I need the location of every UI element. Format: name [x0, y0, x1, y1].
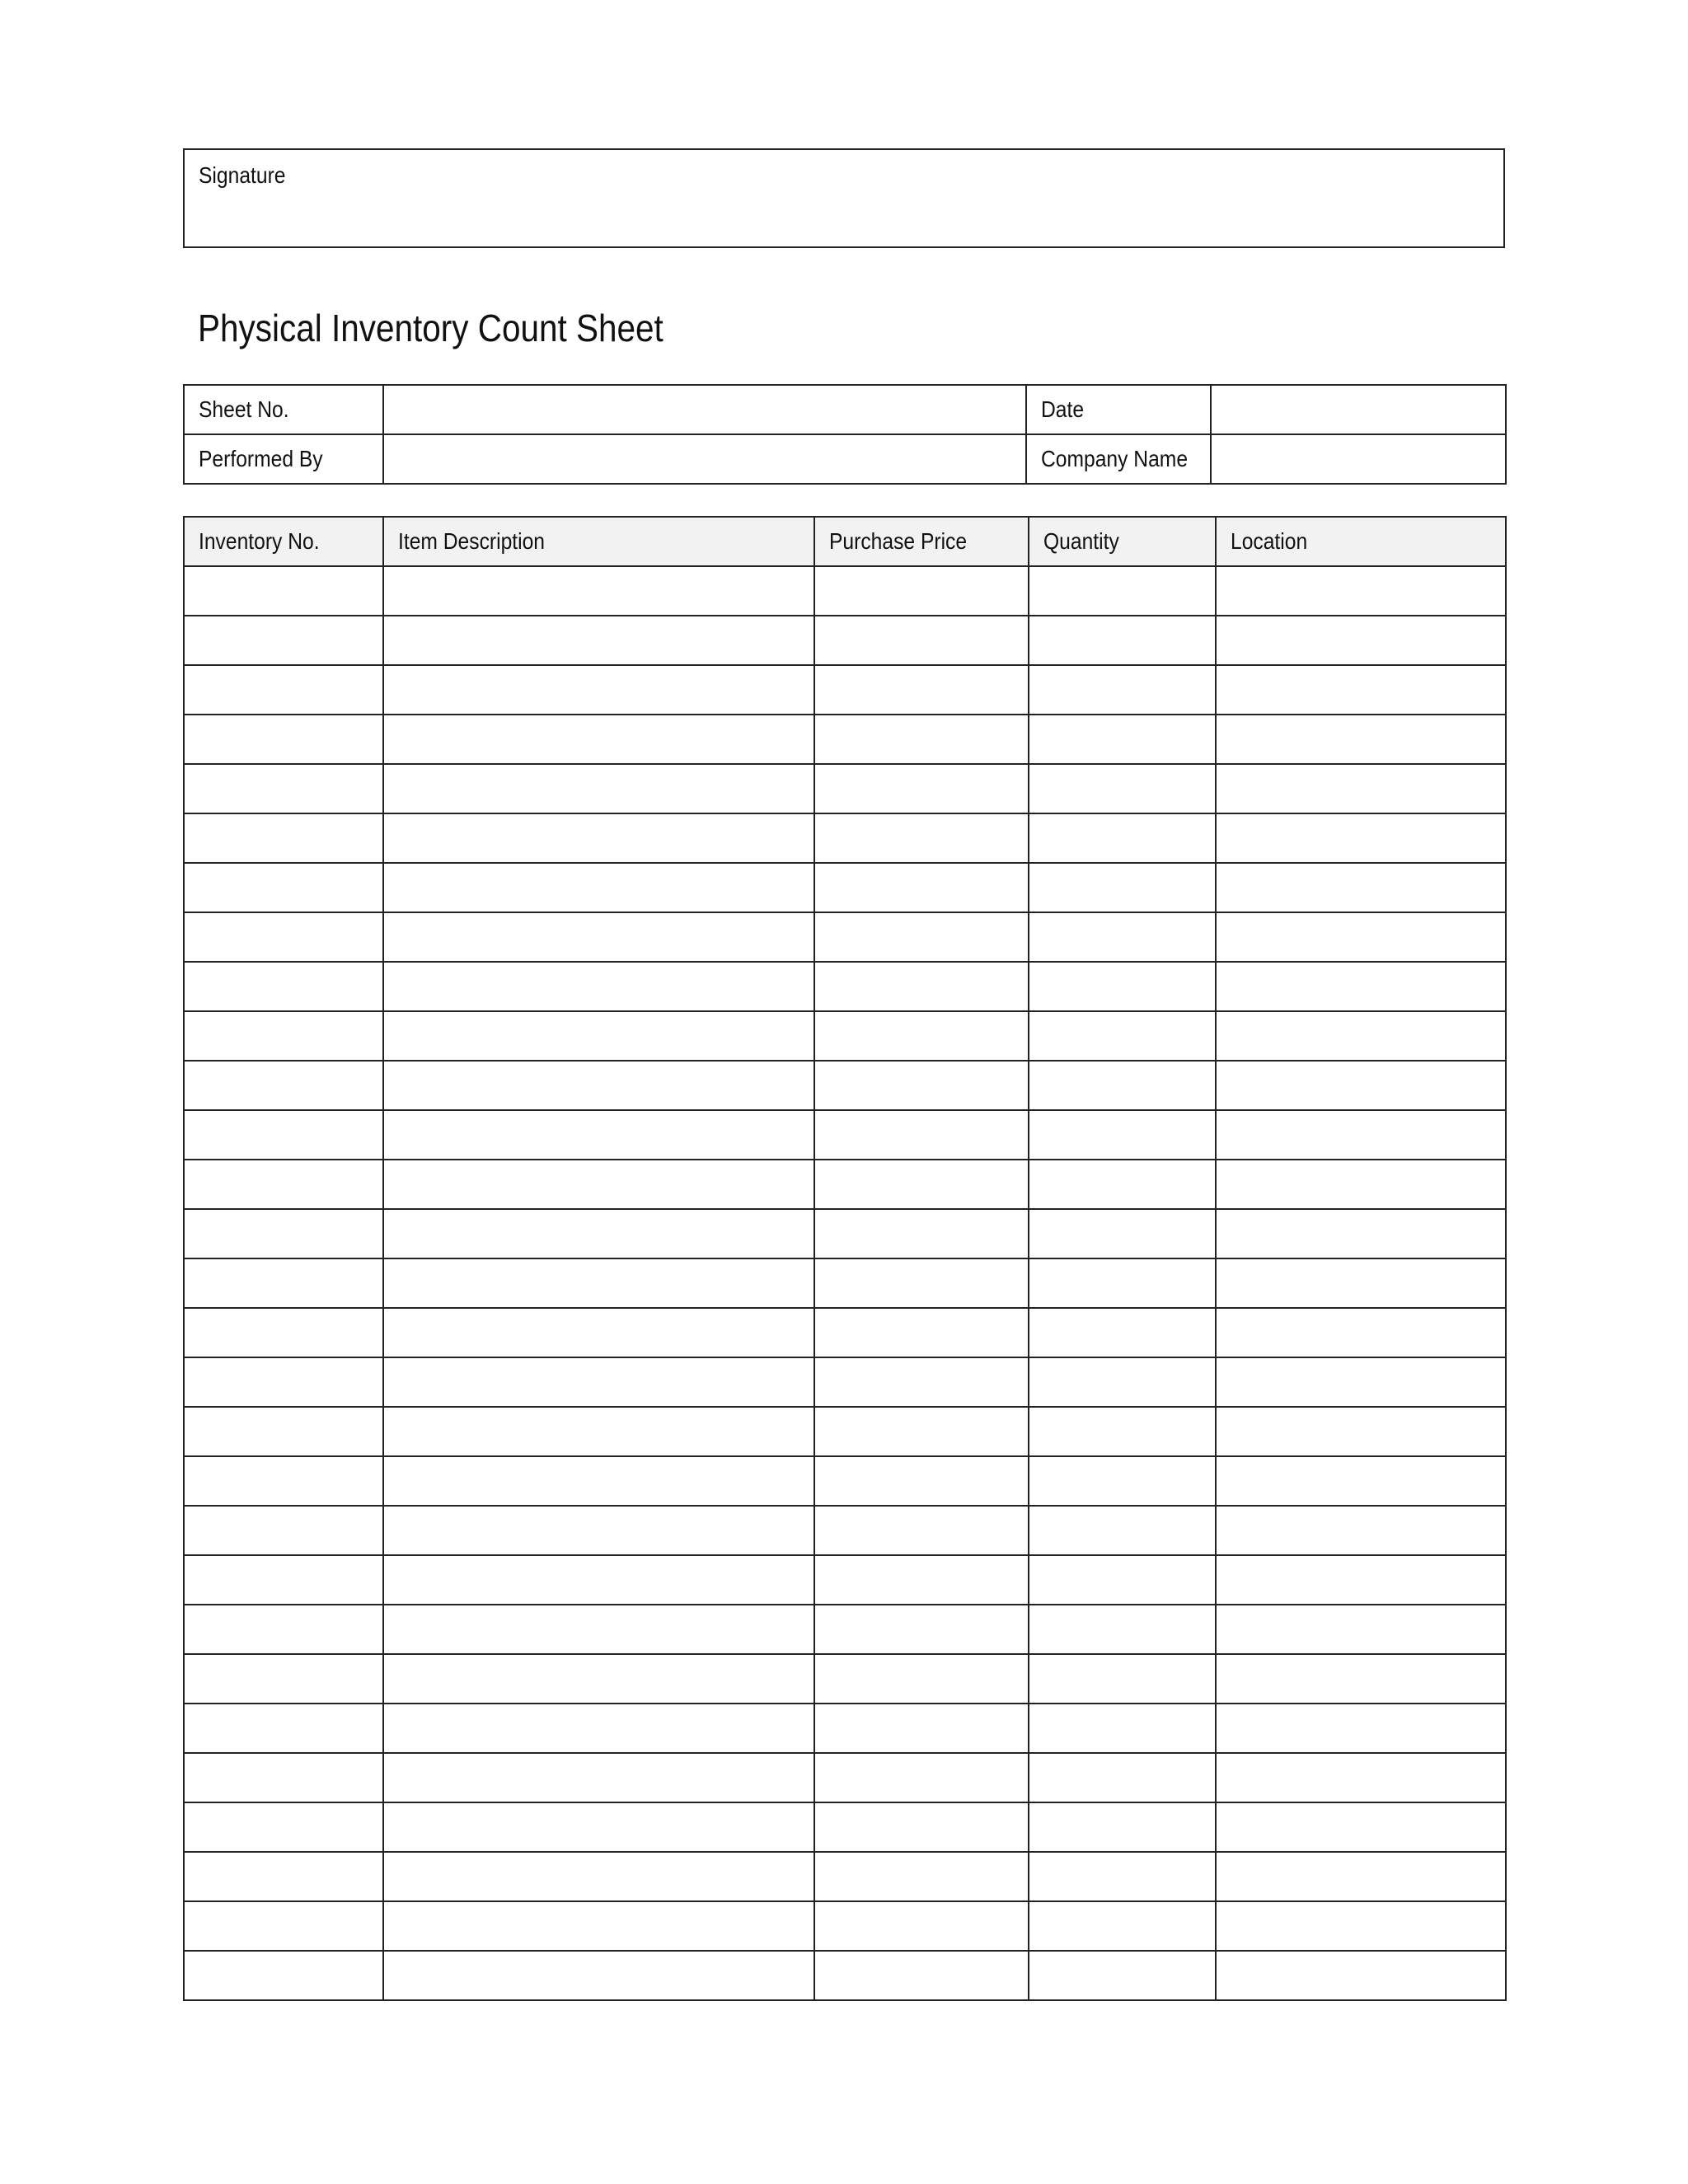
purchase-price-cell[interactable] — [814, 1753, 1029, 1802]
location-cell[interactable] — [1216, 1258, 1506, 1308]
inventory-no-cell[interactable] — [184, 1110, 383, 1160]
inventory-no-cell[interactable] — [184, 1258, 383, 1308]
item-description-cell[interactable] — [383, 1011, 814, 1061]
inventory-no-cell[interactable] — [184, 616, 383, 665]
table-row — [184, 1852, 1506, 1901]
purchase-price-cell[interactable] — [814, 1407, 1029, 1456]
location-cell[interactable] — [1216, 1407, 1506, 1456]
location-cell[interactable] — [1216, 566, 1506, 616]
table-row — [184, 1951, 1506, 2000]
quantity-cell[interactable] — [1029, 1802, 1216, 1852]
item-description-cell[interactable] — [383, 1654, 814, 1704]
purchase-price-cell[interactable] — [814, 1605, 1029, 1654]
purchase-price-cell[interactable] — [814, 1456, 1029, 1506]
inventory-body — [184, 566, 1506, 2000]
inventory-no-cell[interactable] — [184, 1605, 383, 1654]
sheet-no-field[interactable] — [383, 385, 1026, 434]
location-cell[interactable] — [1216, 764, 1506, 813]
purchase-price-cell[interactable] — [814, 1901, 1029, 1951]
inventory-no-cell[interactable] — [184, 764, 383, 813]
inventory-no-cell[interactable] — [184, 665, 383, 715]
item-description-cell[interactable] — [383, 1209, 814, 1258]
item-description-cell[interactable] — [383, 863, 814, 912]
item-description-cell[interactable] — [383, 1951, 814, 2000]
location-cell[interactable] — [1216, 1209, 1506, 1258]
table-row — [184, 1209, 1506, 1258]
item-description-cell[interactable] — [383, 1061, 814, 1110]
inventory-no-cell[interactable] — [184, 566, 383, 616]
quantity-cell[interactable] — [1029, 1110, 1216, 1160]
location-cell[interactable] — [1216, 1605, 1506, 1654]
item-description-cell[interactable] — [383, 1555, 814, 1605]
quantity-cell[interactable] — [1029, 1209, 1216, 1258]
table-row — [184, 715, 1506, 764]
purchase-price-cell[interactable] — [814, 1951, 1029, 2000]
quantity-cell[interactable] — [1029, 715, 1216, 764]
table-row — [184, 962, 1506, 1011]
sheet-info-table — [183, 384, 1507, 485]
item-description-cell[interactable] — [383, 1258, 814, 1308]
quantity-cell[interactable] — [1029, 1011, 1216, 1061]
purchase-price-cell[interactable] — [814, 1258, 1029, 1308]
quantity-cell[interactable] — [1029, 863, 1216, 912]
purchase-price-cell[interactable] — [814, 1110, 1029, 1160]
location-cell[interactable] — [1216, 863, 1506, 912]
location-cell[interactable] — [1216, 1160, 1506, 1209]
table-row — [184, 665, 1506, 715]
location-cell[interactable] — [1216, 616, 1506, 665]
location-cell[interactable] — [1216, 1061, 1506, 1110]
inventory-no-cell[interactable] — [184, 1555, 383, 1605]
purchase-price-cell[interactable] — [814, 715, 1029, 764]
item-description-cell[interactable] — [383, 1357, 814, 1407]
quantity-cell[interactable] — [1029, 1852, 1216, 1901]
table-row — [184, 813, 1506, 863]
inventory-no-cell[interactable] — [184, 1506, 383, 1555]
quantity-cell[interactable] — [1029, 1061, 1216, 1110]
table-row — [184, 1011, 1506, 1061]
quantity-cell[interactable] — [1029, 1654, 1216, 1704]
inventory-no-cell[interactable] — [184, 1160, 383, 1209]
purchase-price-cell[interactable] — [814, 1209, 1029, 1258]
inventory-no-cell[interactable] — [184, 1951, 383, 2000]
performed-by-field[interactable] — [383, 434, 1026, 484]
table-row — [184, 1160, 1506, 1209]
table-row — [184, 764, 1506, 813]
quantity-cell[interactable] — [1029, 1456, 1216, 1506]
item-description-cell[interactable] — [383, 616, 814, 665]
purchase-price-cell[interactable] — [814, 1061, 1029, 1110]
quantity-cell[interactable] — [1029, 912, 1216, 962]
location-cell[interactable] — [1216, 1506, 1506, 1555]
item-description-cell[interactable] — [383, 962, 814, 1011]
inventory-no-cell[interactable] — [184, 1061, 383, 1110]
quantity-cell[interactable] — [1029, 1951, 1216, 2000]
item-description-cell[interactable] — [383, 1456, 814, 1506]
table-row — [184, 1901, 1506, 1951]
inventory-no-cell[interactable] — [184, 1753, 383, 1802]
table-row — [184, 616, 1506, 665]
inventory-no-cell[interactable] — [184, 1901, 383, 1951]
inventory-header-row — [184, 517, 1506, 566]
inventory-no-cell[interactable] — [184, 1456, 383, 1506]
inventory-no-cell[interactable] — [184, 1852, 383, 1901]
date-field[interactable] — [1211, 385, 1506, 434]
purchase-price-cell[interactable] — [814, 1704, 1029, 1753]
location-cell[interactable] — [1216, 1852, 1506, 1901]
purchase-price-cell[interactable] — [814, 1555, 1029, 1605]
purchase-price-cell[interactable] — [814, 1357, 1029, 1407]
signature-box[interactable] — [183, 148, 1505, 248]
column-header-item-description: Item Description — [383, 517, 814, 566]
location-cell[interactable] — [1216, 1951, 1506, 2000]
quantity-cell[interactable] — [1029, 665, 1216, 715]
location-cell[interactable] — [1216, 1802, 1506, 1852]
inventory-no-cell[interactable] — [184, 813, 383, 863]
quantity-cell[interactable] — [1029, 764, 1216, 813]
inventory-no-cell[interactable] — [184, 912, 383, 962]
inventory-no-cell[interactable] — [184, 863, 383, 912]
purchase-price-cell[interactable] — [814, 1654, 1029, 1704]
item-description-cell[interactable] — [383, 813, 814, 863]
column-header-quantity: Quantity — [1029, 517, 1216, 566]
item-description-cell[interactable] — [383, 1110, 814, 1160]
purchase-price-cell[interactable] — [814, 764, 1029, 813]
purchase-price-cell[interactable] — [814, 1506, 1029, 1555]
purchase-price-cell[interactable] — [814, 616, 1029, 665]
table-row — [184, 1407, 1506, 1456]
page-title: Physical Inventory Count Sheet — [198, 307, 663, 349]
purchase-price-cell[interactable] — [814, 1308, 1029, 1357]
table-row — [184, 1704, 1506, 1753]
purchase-price-cell[interactable] — [814, 1802, 1029, 1852]
location-cell[interactable] — [1216, 1110, 1506, 1160]
inventory-no-cell[interactable] — [184, 1209, 383, 1258]
table-row — [184, 1258, 1506, 1308]
table-row — [184, 1753, 1506, 1802]
column-header-location: Location — [1216, 517, 1506, 566]
item-description-cell[interactable] — [383, 1852, 814, 1901]
inventory-no-cell[interactable] — [184, 1308, 383, 1357]
inventory-no-cell[interactable] — [184, 1357, 383, 1407]
location-cell[interactable] — [1216, 1011, 1506, 1061]
item-description-cell[interactable] — [383, 1704, 814, 1753]
purchase-price-cell[interactable] — [814, 912, 1029, 962]
location-cell[interactable] — [1216, 1357, 1506, 1407]
table-row — [184, 1555, 1506, 1605]
quantity-cell[interactable] — [1029, 962, 1216, 1011]
purchase-price-cell[interactable] — [814, 962, 1029, 1011]
purchase-price-cell[interactable] — [814, 813, 1029, 863]
location-cell[interactable] — [1216, 1654, 1506, 1704]
company-name-label: Company Name — [1026, 434, 1211, 484]
table-row — [184, 1456, 1506, 1506]
table-row — [184, 1654, 1506, 1704]
quantity-cell[interactable] — [1029, 1753, 1216, 1802]
table-row — [184, 1506, 1506, 1555]
date-label: Date — [1026, 385, 1211, 434]
quantity-cell[interactable] — [1029, 1258, 1216, 1308]
table-row — [184, 1308, 1506, 1357]
table-row — [184, 912, 1506, 962]
quantity-cell[interactable] — [1029, 1407, 1216, 1456]
item-description-cell[interactable] — [383, 764, 814, 813]
purchase-price-cell[interactable] — [814, 665, 1029, 715]
quantity-cell[interactable] — [1029, 616, 1216, 665]
location-cell[interactable] — [1216, 962, 1506, 1011]
table-row — [184, 1802, 1506, 1852]
signature-label: Signature — [199, 162, 286, 188]
quantity-cell[interactable] — [1029, 1555, 1216, 1605]
item-description-cell[interactable] — [383, 912, 814, 962]
inventory-no-cell[interactable] — [184, 1802, 383, 1852]
location-cell[interactable] — [1216, 665, 1506, 715]
location-cell[interactable] — [1216, 1704, 1506, 1753]
table-row — [184, 1605, 1506, 1654]
quantity-cell[interactable] — [1029, 1506, 1216, 1555]
purchase-price-cell[interactable] — [814, 1011, 1029, 1061]
inventory-table — [183, 516, 1507, 2001]
table-row — [184, 863, 1506, 912]
item-description-cell[interactable] — [383, 1506, 814, 1555]
purchase-price-cell[interactable] — [814, 1852, 1029, 1901]
location-cell[interactable] — [1216, 813, 1506, 863]
location-cell[interactable] — [1216, 1308, 1506, 1357]
sheet-info-row — [184, 385, 1506, 434]
inventory-no-cell[interactable] — [184, 1407, 383, 1456]
purchase-price-cell[interactable] — [814, 566, 1029, 616]
table-row — [184, 1061, 1506, 1110]
item-description-cell[interactable] — [383, 1160, 814, 1209]
quantity-cell[interactable] — [1029, 1357, 1216, 1407]
purchase-price-cell[interactable] — [814, 863, 1029, 912]
quantity-cell[interactable] — [1029, 1160, 1216, 1209]
purchase-price-cell[interactable] — [814, 1160, 1029, 1209]
item-description-cell[interactable] — [383, 1308, 814, 1357]
item-description-cell[interactable] — [383, 665, 814, 715]
sheet-no-label: Sheet No. — [184, 385, 383, 434]
quantity-cell[interactable] — [1029, 1704, 1216, 1753]
column-header-purchase-price: Purchase Price — [814, 517, 1029, 566]
inventory-no-cell[interactable] — [184, 962, 383, 1011]
item-description-cell[interactable] — [383, 1753, 814, 1802]
quantity-cell[interactable] — [1029, 1308, 1216, 1357]
inventory-no-cell[interactable] — [184, 1654, 383, 1704]
item-description-cell[interactable] — [383, 715, 814, 764]
item-description-cell[interactable] — [383, 1802, 814, 1852]
table-row — [184, 566, 1506, 616]
location-cell[interactable] — [1216, 1555, 1506, 1605]
table-row — [184, 1357, 1506, 1407]
item-description-cell[interactable] — [383, 1407, 814, 1456]
item-description-cell[interactable] — [383, 566, 814, 616]
location-cell[interactable] — [1216, 715, 1506, 764]
inventory-no-cell[interactable] — [184, 715, 383, 764]
quantity-cell[interactable] — [1029, 813, 1216, 863]
quantity-cell[interactable] — [1029, 566, 1216, 616]
location-cell[interactable] — [1216, 1456, 1506, 1506]
inventory-no-cell[interactable] — [184, 1011, 383, 1061]
performed-by-label: Performed By — [184, 434, 383, 484]
inventory-no-cell[interactable] — [184, 1704, 383, 1753]
location-cell[interactable] — [1216, 1901, 1506, 1951]
column-header-inventory-no: Inventory No. — [184, 517, 383, 566]
sheet-info-row — [184, 434, 1506, 484]
item-description-cell[interactable] — [383, 1605, 814, 1654]
item-description-cell[interactable] — [383, 1901, 814, 1951]
location-cell[interactable] — [1216, 1753, 1506, 1802]
table-row — [184, 1110, 1506, 1160]
quantity-cell[interactable] — [1029, 1605, 1216, 1654]
quantity-cell[interactable] — [1029, 1901, 1216, 1951]
company-name-field[interactable] — [1211, 434, 1506, 484]
location-cell[interactable] — [1216, 912, 1506, 962]
